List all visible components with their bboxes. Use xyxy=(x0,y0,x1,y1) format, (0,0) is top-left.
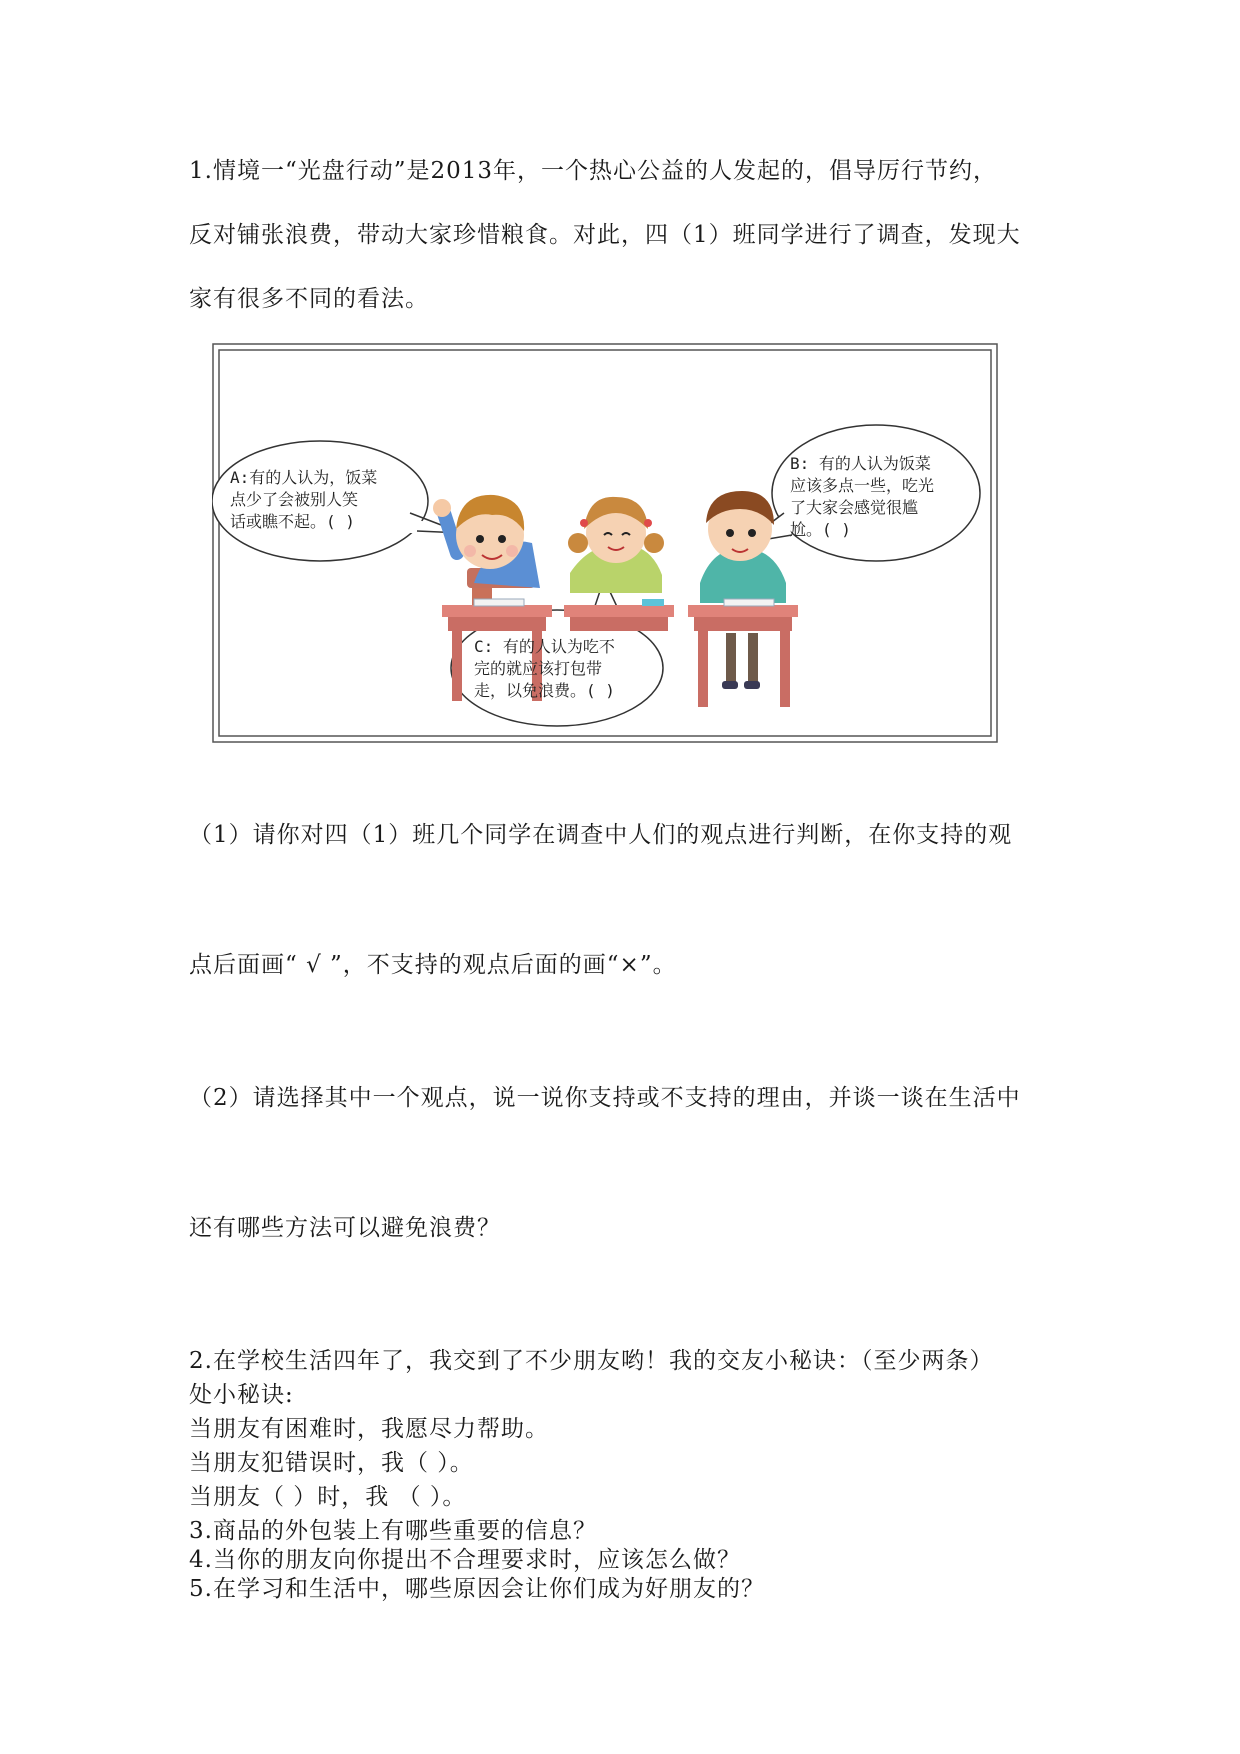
q1-sub2-line-2: 还有哪些方法可以避免浪费？ xyxy=(189,1215,501,1241)
bubble-a-line-2: 点少了会被别人笑 xyxy=(230,490,359,509)
bubble-c-line-1: C: 有的人认为吃不 xyxy=(474,637,615,656)
q2-line-1: 2.在学校生活四年了，我交到了不少朋友哟！我的交友小秘诀：（至少两条） xyxy=(189,1348,994,1374)
q2-line-3: 当朋友有困难时，我愿尽力帮助。 xyxy=(189,1416,549,1442)
q2-line-5: 当朋友（ ）时，我 （ ）。 xyxy=(189,1484,467,1510)
bubble-c-line-2: 完的就应该打包带 xyxy=(474,659,603,678)
bubble-a-line-3: 话或瞧不起。( ) xyxy=(230,512,355,531)
bubble-a-line-1: A:有的人认为，饭菜 xyxy=(230,468,378,487)
desk-right xyxy=(688,599,798,707)
q5-text: 5.在学习和生活中，哪些原因会让你们成为好朋友的？ xyxy=(189,1576,765,1602)
boy-left-figure xyxy=(433,495,540,613)
q1-intro-line-2: 反对铺张浪费，带动大家珍惜粮食。对此，四（1）班同学进行了调查，发现大 xyxy=(189,222,1021,248)
q1-sub1-line-1: （1）请你对四（1）班几个同学在调查中人们的观点进行判断，在你支持的观 xyxy=(189,822,1013,848)
bubble-b-line-3: 了大家会感觉很尴 xyxy=(790,498,919,517)
q4-text: 4.当你的朋友向你提出不合理要求时，应该怎么做？ xyxy=(189,1547,741,1573)
desk-middle xyxy=(564,599,674,631)
bubble-b-text xyxy=(790,453,934,541)
girl-middle-figure xyxy=(568,497,664,593)
q1-sub2-line-1: （2）请选择其中一个观点，说一说你支持或不支持的理由，并谈一谈在生活中 xyxy=(189,1085,1021,1111)
bubble-b-line-1: B: 有的人认为饭菜 xyxy=(790,454,931,473)
classroom-illustration xyxy=(212,343,998,743)
bubble-c-line-3: 走，以免浪费。( ) xyxy=(474,681,615,700)
bubble-c-text xyxy=(474,636,615,702)
bubble-a-text xyxy=(230,467,377,533)
q2-line-4: 当朋友犯错误时，我（ ）。 xyxy=(189,1450,474,1476)
q1-sub1-line-2: 点后面画“ √ ”，不支持的观点后面的画“×”。 xyxy=(189,952,677,978)
q2-line-2: 处小秘诀: xyxy=(189,1382,294,1408)
q1-intro-line-3: 家有很多不同的看法。 xyxy=(189,286,429,312)
boy-right-figure xyxy=(700,491,786,603)
q1-intro-line-1: 1.情境一“光盘行动”是2013年，一个热心公益的人发起的，倡导厉行节约， xyxy=(189,158,997,184)
q3-text: 3.商品的外包装上有哪些重要的信息？ xyxy=(189,1518,597,1544)
bubble-b-line-2: 应该多点一些，吃光 xyxy=(790,476,935,495)
bubble-b-line-4: 尬。( ) xyxy=(790,520,851,539)
